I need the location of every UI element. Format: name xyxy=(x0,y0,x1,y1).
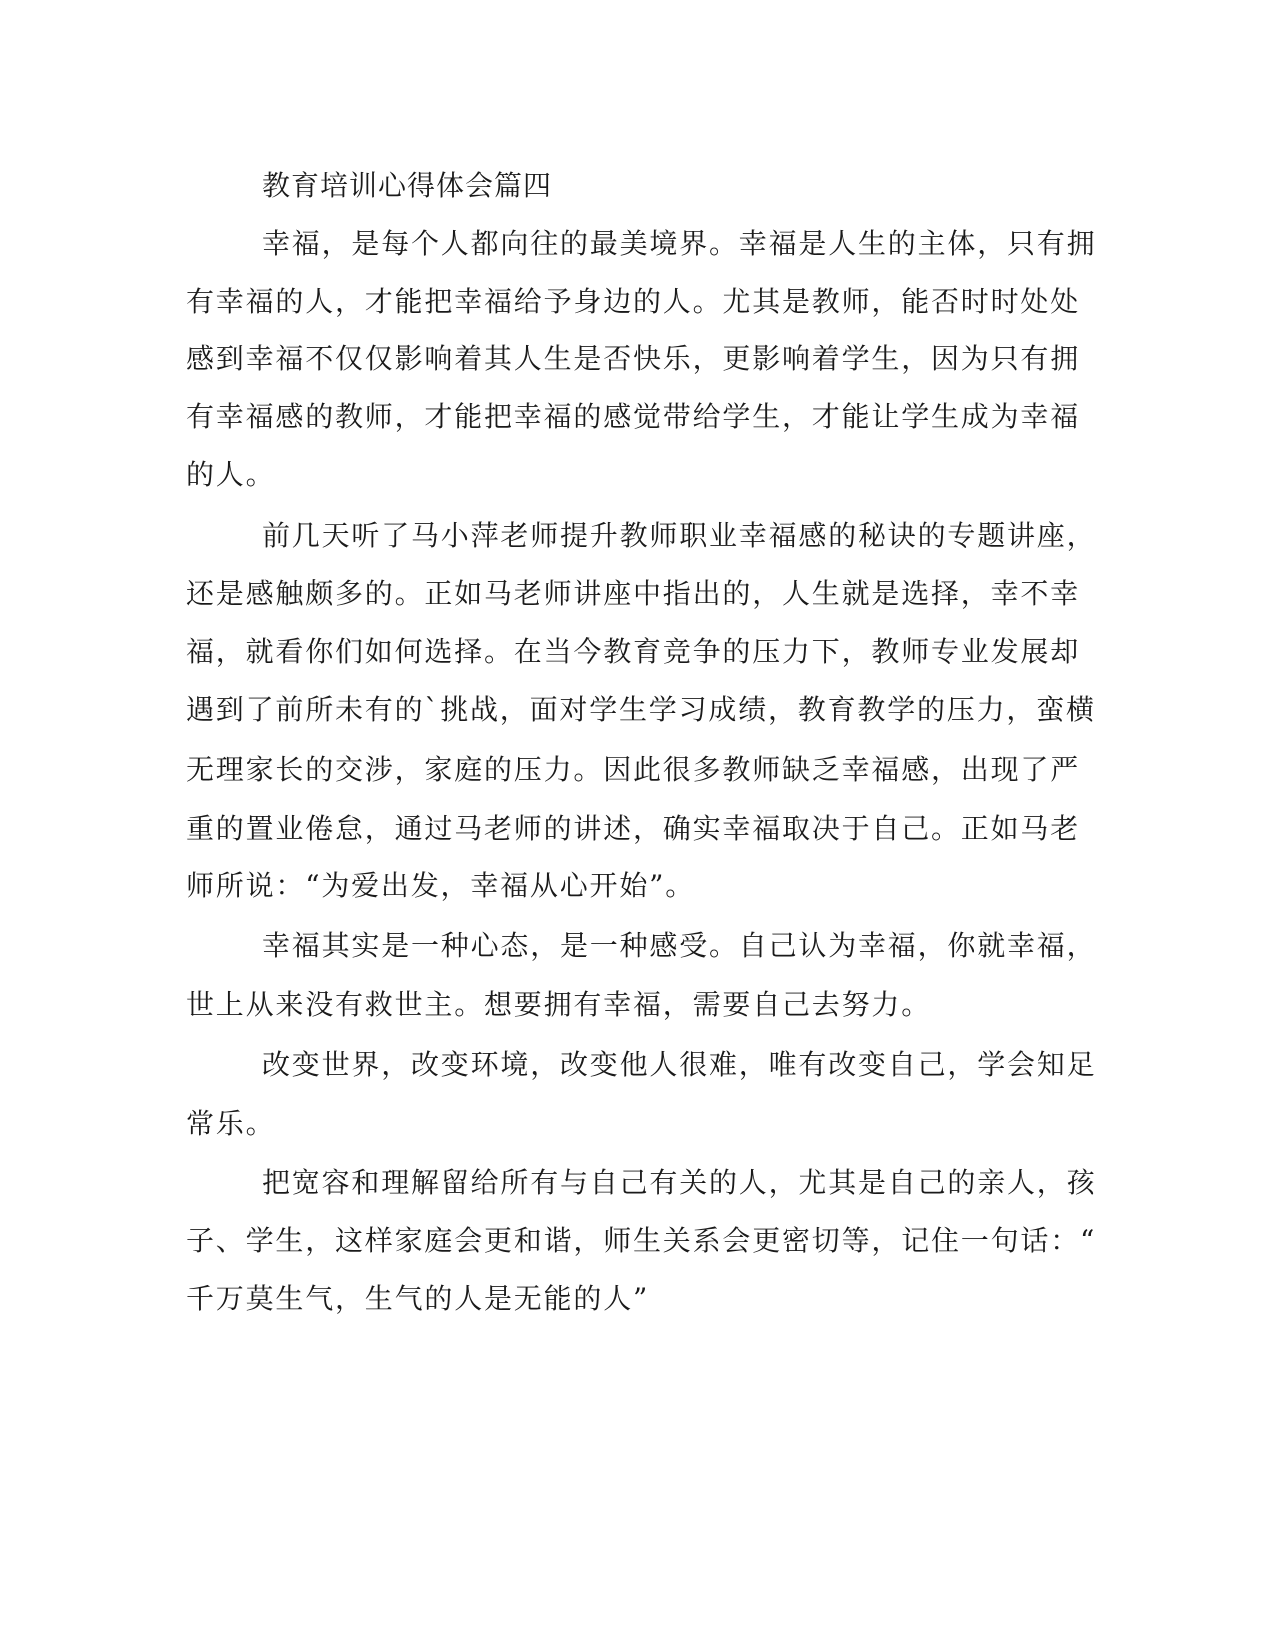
paragraph-3-line-1: 幸福其实是一种心态，是一种感受。自己认为幸福，你就幸福， xyxy=(262,929,1097,962)
document-title: 教育培训心得体会篇四 xyxy=(262,169,553,202)
paragraph-2-line-2: 还是感触颇多的。正如马老师讲座中指出的，人生就是选择，幸不幸 xyxy=(186,577,1081,610)
paragraph-2-line-3: 福，就看你们如何选择。在当今教育竞争的压力下，教师专业发展却 xyxy=(186,635,1081,668)
paragraph-1-line-4: 有幸福感的教师，才能把幸福的感觉带给学生，才能让学生成为幸福 xyxy=(186,400,1081,433)
paragraph-2-line-6: 重的置业倦怠，通过马老师的讲述，确实幸福取决于自己。正如马老 xyxy=(186,812,1081,845)
paragraph-2-line-5: 无理家长的交涉，家庭的压力。因此很多教师缺乏幸福感，出现了严 xyxy=(186,753,1081,786)
paragraph-3-line-2: 世上从来没有救世主。想要拥有幸福，需要自己去努力。 xyxy=(186,988,932,1021)
paragraph-4-line-1: 改变世界，改变环境，改变他人很难，唯有改变自己，学会知足 xyxy=(262,1048,1097,1081)
paragraph-1-line-2: 有幸福的人，才能把幸福给予身边的人。尤其是教师，能否时时处处 xyxy=(186,285,1081,318)
paragraph-1-line-1: 幸福，是每个人都向往的最美境界。幸福是人生的主体，只有拥 xyxy=(262,227,1097,260)
paragraph-4-line-2: 常乐。 xyxy=(186,1107,276,1140)
paragraph-5-line-3: 千万莫生气，生气的人是无能的人” xyxy=(186,1282,650,1315)
paragraph-2-line-4: 遇到了前所未有的`挑战，面对学生学习成绩，教育教学的压力，蛮横 xyxy=(186,693,1096,726)
paragraph-2-line-7: 师所说：“为爱出发，幸福从心开始”。 xyxy=(186,869,696,902)
paragraph-1-line-3: 感到幸福不仅仅影响着其人生是否快乐，更影响着学生，因为只有拥 xyxy=(186,342,1081,375)
paragraph-2-line-1: 前几天听了马小萍老师提升教师职业幸福感的秘诀的专题讲座， xyxy=(262,519,1097,552)
paragraph-1-line-5: 的人。 xyxy=(186,458,276,491)
paragraph-5-line-2: 子、学生，这样家庭会更和谐，师生关系会更密切等，记住一句话：“ xyxy=(186,1224,1097,1257)
paragraph-5-line-1: 把宽容和理解留给所有与自己有关的人，尤其是自己的亲人，孩 xyxy=(262,1166,1097,1199)
